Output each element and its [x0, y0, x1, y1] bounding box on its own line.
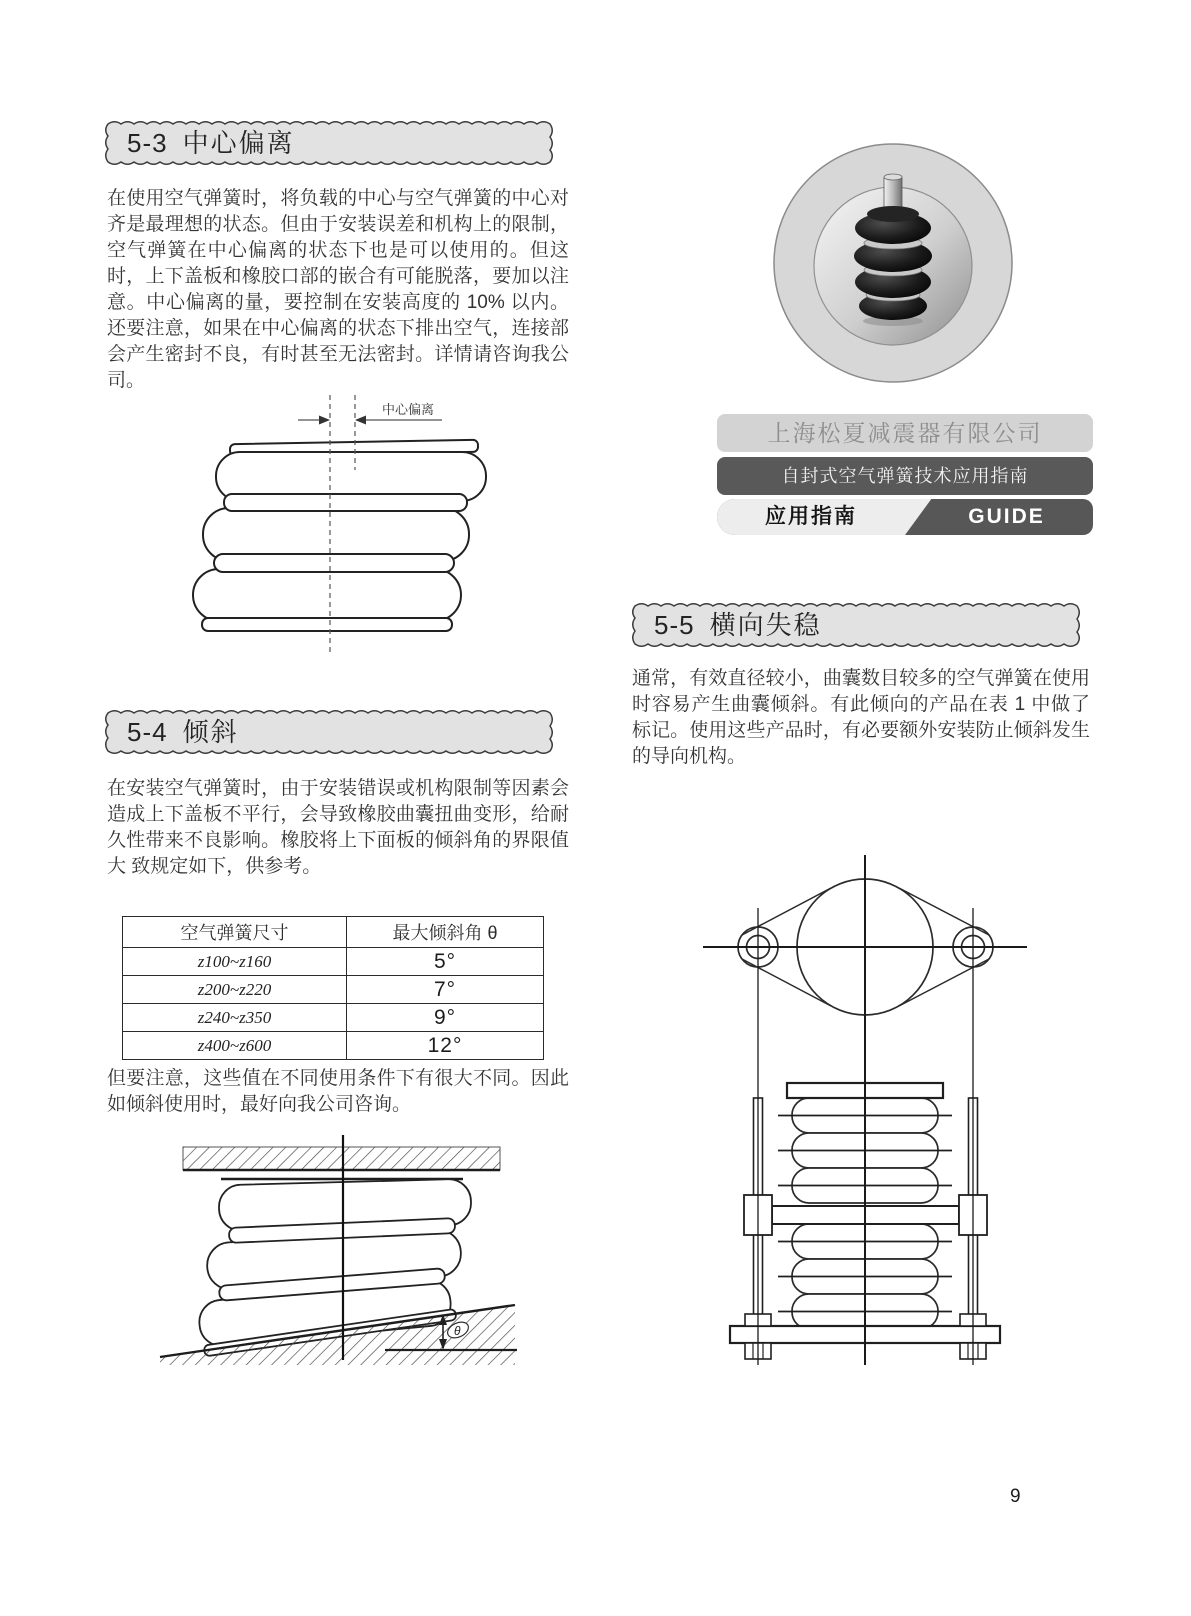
- dim-arrow-left: [319, 416, 330, 425]
- section-5-4-body: 在安装空气弹簧时，由于安装错误或机构限制等因素会造成上下盖板不平行，会导致橡胶曲囊扭曲变形，给耐久性带来不良影响。橡胶将上下面板的倾斜角的界限值大 致规定如下，供参考。: [107, 778, 569, 877]
- section-title-5-5: [654, 600, 1074, 650]
- guide-tab-en: GUIDE: [968, 505, 1045, 528]
- tilt-angle-table: [122, 916, 544, 1060]
- company-banner: 上海松夏减震器有限公司: [717, 414, 1093, 452]
- table-header-cell: 空气弹簧尺寸: [123, 917, 347, 948]
- section-header-5-4: [103, 707, 555, 757]
- air-spring-photo: [770, 140, 1017, 390]
- table-cell-angle: 5°: [347, 948, 544, 976]
- table-row: [123, 976, 544, 1004]
- table-row: [123, 1004, 544, 1032]
- section-number: 5-5: [654, 610, 695, 640]
- table-cell-size: z400~z600: [123, 1032, 347, 1060]
- tilt-angle-label: θ: [454, 1324, 461, 1338]
- table-cell-angle: 9°: [347, 1004, 544, 1032]
- guide-mechanism-drawing: [655, 830, 1085, 1365]
- table-cell-size: z240~z350: [123, 1004, 347, 1032]
- section-number: 5-3: [127, 128, 168, 158]
- table-cell-size: z100~z160: [123, 948, 347, 976]
- section-title-text: 中心偏离: [182, 128, 295, 158]
- section-title-5-3: [127, 118, 547, 168]
- table-row: [123, 1032, 544, 1060]
- center-offset-label: 中心偏离: [382, 402, 435, 417]
- guide-tab-banner: [717, 499, 1093, 535]
- dim-arrow-right: [355, 416, 366, 425]
- section-5-3-body: 在使用空气弹簧时，将负载的中心与空气弹簧的中心对齐是最理想的状态。但由于安装误差和机构上的限制，空气弹簧在中心偏离的状态下也是可以使用的。但这时，上下盖板和橡胶口部的嵌合有可能脱落，要加以注意。中心偏离的量，要控制在安装高度的 10% 以内。还要注意，如果在中心偏离的状态下排出空气，连接部会产生密封不良，有时甚至无法密封。详情请咨询我公司。: [107, 188, 569, 391]
- table-cell-angle: 7°: [347, 976, 544, 1004]
- page-number: 9: [1010, 1486, 1021, 1507]
- section-title-text: 倾斜: [182, 717, 239, 747]
- guide-tab-cn: 应用指南: [765, 505, 857, 528]
- section-5-5-body: 通常，有效直径较小，曲囊数目较多的空气弹簧在使用时容易产生曲囊倾斜。有此倾向的产品在表 1 中做了标记。使用这些产品时，有必要额外安装防止倾斜发生的导向机构。: [632, 668, 1090, 767]
- guide-subtitle-banner: 自封式空气弹簧技术应用指南: [717, 457, 1093, 495]
- section-5-4-note: 但要注意，这些值在不同使用条件下有很大不同。因此如倾斜使用时，最好向我公司咨询。: [107, 1068, 569, 1115]
- section-title-text: 横向失稳: [709, 610, 822, 640]
- table-cell-size: z200~z220: [123, 976, 347, 1004]
- section-number: 5-4: [127, 717, 168, 747]
- table-cell-angle: 12°: [347, 1032, 544, 1060]
- center-deviation-diagram: [150, 380, 550, 680]
- table-row: [123, 948, 544, 976]
- section-title-5-4: [127, 707, 547, 757]
- table-header-row: [123, 917, 544, 948]
- tilt-diagram: [145, 1122, 545, 1365]
- section-header-5-5: [630, 600, 1082, 650]
- table-header-cell: 最大倾斜角 θ: [347, 917, 544, 948]
- section-header-5-3: [103, 118, 555, 168]
